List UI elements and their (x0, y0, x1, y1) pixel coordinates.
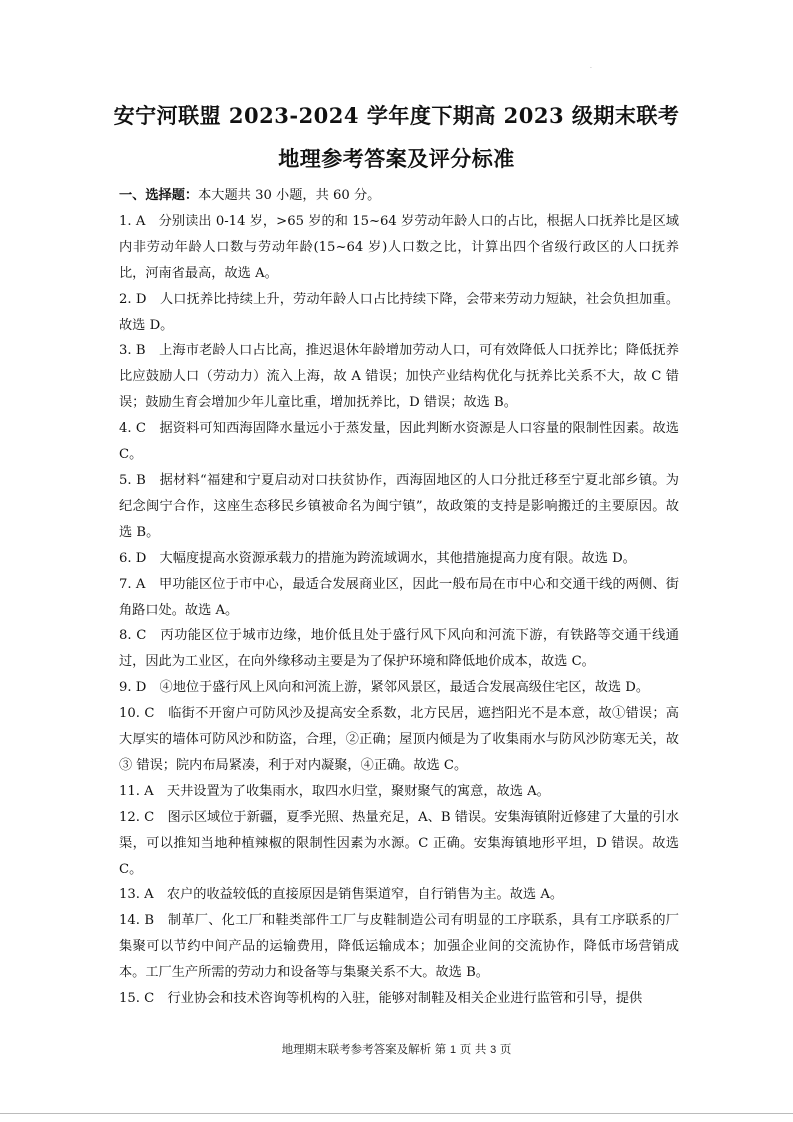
answer-item: 15. C 行业协会和技术咨询等机构的入驻，能够对制鞋及相关企业进行监管和引导，提供 (119, 991, 643, 1007)
footer-prefix: 地理期末联考参考答案及解析 第 (281, 1042, 447, 1056)
page-footer (0, 1041, 793, 1057)
page-total: 3 (490, 1044, 497, 1056)
answer-item: 6. D 大幅度提高水资源承载力的措施为跨流域调水，其他措施提高力度有限。故选 D。 (119, 550, 636, 566)
answer-content (119, 183, 679, 1012)
answer-item: 14. B 制革厂、化工厂和鞋类部件工厂与皮鞋制造公司有明显的工序联系，具有工序联系的厂集聚可以节约中间产品的运输费用，降低运输成本；加强企业间的交流协作，降低市场营销成本。工厂生产所需的劳动力和设备等与集聚关系不大。故选 B。 (119, 913, 679, 981)
page-number: 1 (449, 1044, 457, 1056)
answer-item: 8. C 丙功能区位于城市边缘，地价低且处于盛行风下风向和河流下游，有铁路等交通干线通过，因此为工业区，在向外缘移动主要是为了保护环境和降低地价成本，故选 C。 (119, 628, 679, 670)
scan-dot: · (590, 65, 592, 72)
section-label: 一、选择题： (119, 188, 199, 203)
document-subtitle: 地理参考答案及评分标准 (278, 146, 515, 171)
page-bottom-edge (0, 1113, 793, 1114)
answer-item: 3. B 上海市老龄人口占比高，推迟退休年龄增加劳动人口，可有效降低人口抚养比；降低抚养比应鼓励人口（劳动力）流入上海，故 A 错误；加快产业结构优化与抚养比关系不大，故 C 错误；鼓励生育会增加少年儿童比重，增加抚养比，D 错误；故选 B。 (119, 343, 679, 411)
answer-item: 4. C 据资料可知西海固降水量远小于蒸发量，因此判断水资源是人口容量的限制性因素。故选 C。 (119, 421, 679, 463)
answer-item: 9. D ④地位于盛行风上风向和河流上游，紧邻风景区，最适合发展高级住宅区，故选 D。 (119, 680, 650, 696)
answer-item: 10. C 临街不开窗户可防风沙及提高安全系数，北方民居，遮挡阳光不是本意，故①错误；高大厚实的墙体可防风沙和防盗，合理，②正确；屋顶内倾是为了收集雨水与防风沙防寒无关，故③ 错误；院内布局紧凑，利于对内凝聚，④正确。故选 C。 (119, 706, 679, 773)
footer-suffix: 页 (499, 1042, 512, 1056)
answer-item: 13. A 农户的收益较低的直接原因是销售渠道窄，自行销售为主。故选 A。 (119, 887, 564, 903)
section-heading (119, 183, 679, 209)
answer-item: 12. C 图示区域位于新疆，夏季光照、热量充足，A、B 错误。安集海镇附近修建了大量的引水渠，可以推知当地种植辣椒的限制性因素为水源。C 正确。安集海镇地形平坦，D 错误。故选 C。 (119, 809, 679, 877)
footer-middle: 页 共 (459, 1042, 487, 1056)
answer-item: 1. A 分别读出 0-14 岁，>65 岁的和 15~64 岁劳动年龄人口的占比，根据人口抚养比是区域内非劳动年龄人口数与劳动年龄(15~64 岁)人口数之比，计算出四个省级行政区的人口抚养比，河南省最高，故选 A。 (119, 213, 679, 281)
document-title: 安宁河联盟 2023-2024 学年度下期高 2023 级期末联考 (113, 103, 680, 128)
answer-item: 2. D 人口抚养比持续上升，劳动年龄人口占比持续下降，会带来劳动力短缺，社会负担加重。故选 D。 (119, 291, 679, 333)
section-description: 本大题共 30 小题，共 60 分。 (198, 188, 381, 203)
answer-item: 11. A 天井设置为了收集雨水，取四水归堂，聚财聚气的寓意，故选 A。 (119, 783, 550, 799)
answer-item: 5. B 据材料“福建和宁夏启动对口扶贫协作，西海固地区的人口分批迁移至宁夏北部乡镇。为纪念闽宁合作，这座生态移民乡镇被命名为闽宁镇”，故政策的支持是影响搬迁的主要原因。故选 B。 (119, 472, 679, 540)
answer-item: 7. A 甲功能区位于市中心，最适合发展商业区，因此一般布局在市中心和交通干线的两侧、街角路口处。故选 A。 (119, 576, 679, 618)
